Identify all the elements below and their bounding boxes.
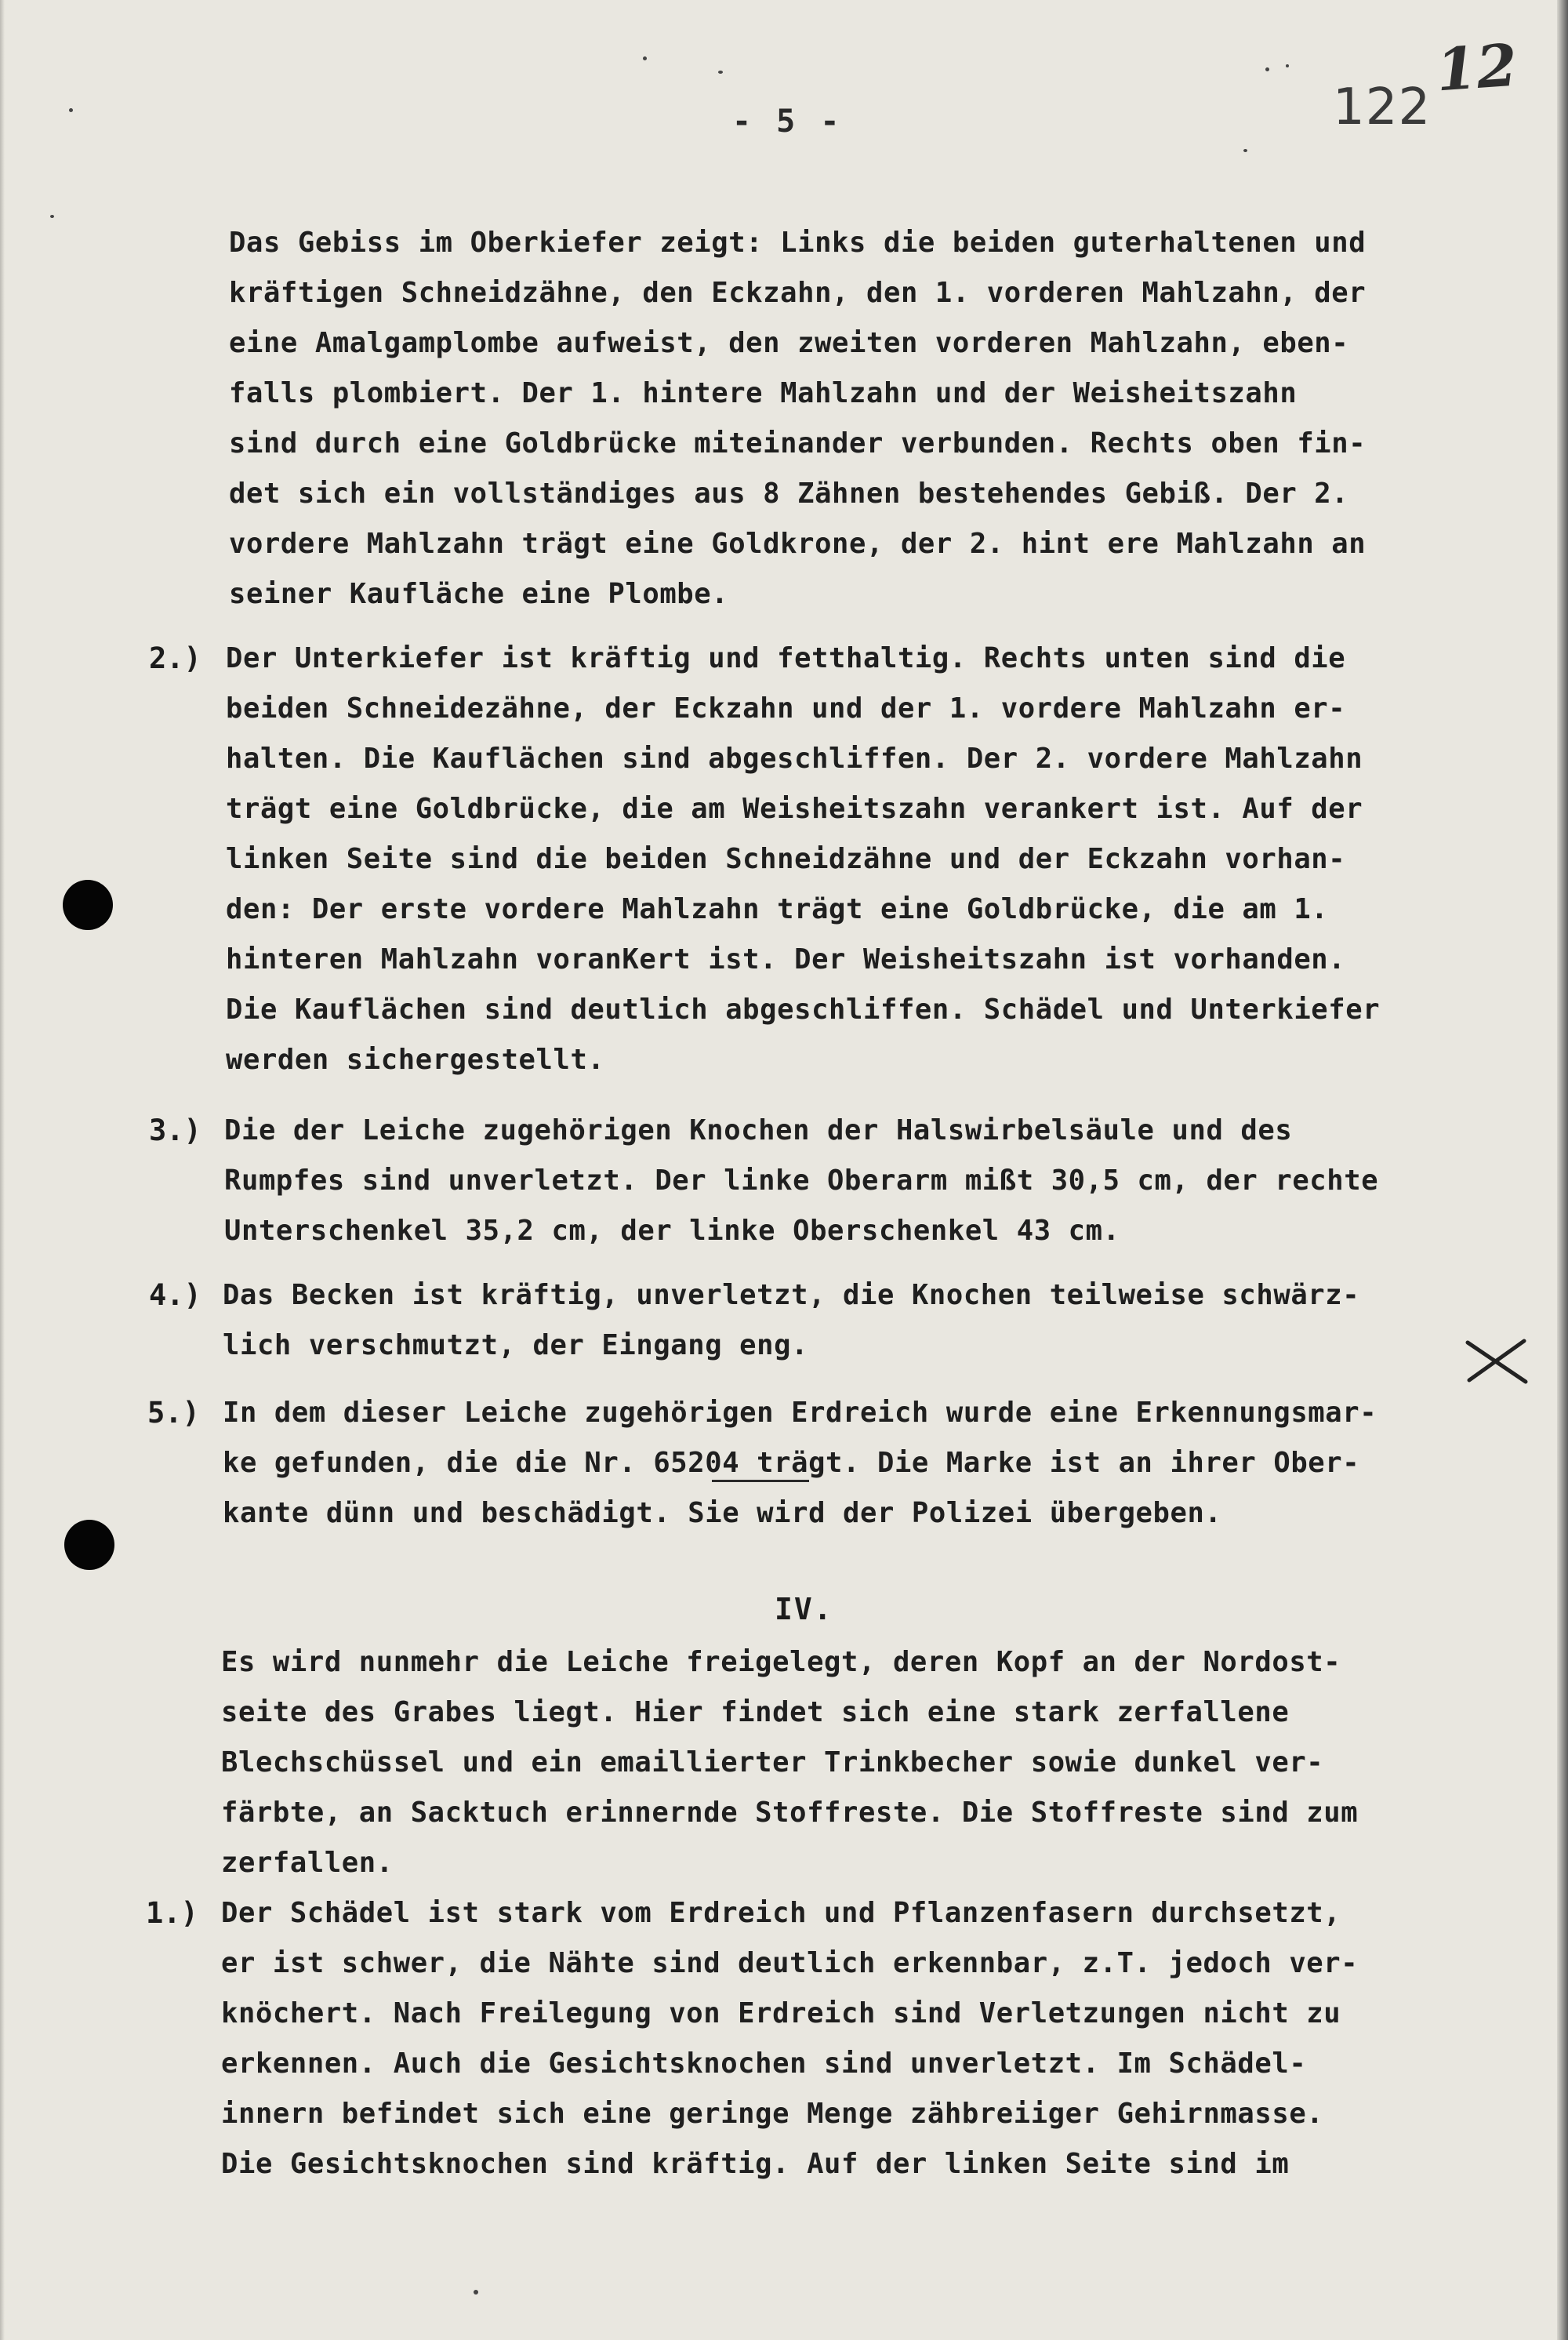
text-line: Es wird nunmehr die Leiche freigelegt, deren Kopf an der Nordost- [221, 1646, 1341, 1678]
speck [69, 108, 73, 112]
text-line: seite des Grabes liegt. Hier findet sich eine stark zerfallene [221, 1696, 1290, 1728]
text-line: lich verschmutzt, der Eingang eng. [223, 1329, 809, 1361]
text-line: vordere Mahlzahn trägt eine Goldkrone, der 2. hint ere Mahlzahn an [229, 528, 1367, 560]
item-number: 4.) [149, 1278, 201, 1312]
archive-number: 122 [1333, 78, 1432, 136]
section-heading: IV. [775, 1592, 833, 1626]
speck [1243, 149, 1247, 152]
text-line: beiden Schneidezähne, der Eckzahn und der 1. vordere Mahlzahn er- [226, 692, 1346, 725]
text-line: färbte, an Sacktuch erinnernde Stoffreste. Die Stoffreste sind zum [221, 1797, 1359, 1829]
text-line: kräftigen Schneidzähne, den Eckzahn, den 1. vorderen Mahlzahn, der [229, 277, 1367, 309]
text-line: Rumpfes sind unverletzt. Der linke Oberarm mißt 30,5 cm, der rechte [224, 1165, 1379, 1197]
text-line: Blechschüssel und ein emaillierter Trinkbecher sowie dunkel ver- [221, 1746, 1324, 1779]
text-line: erkennen. Auch die Gesichtsknochen sind unverletzt. Im Schädel- [221, 2048, 1307, 2080]
text-line: werden sichergestellt. [226, 1044, 605, 1076]
speck [1286, 64, 1289, 67]
item-number: 3.) [149, 1114, 201, 1147]
cross-mark-icon [1463, 1336, 1530, 1386]
text-line: hinteren Mahlzahn voranKert ist. Der Weisheitszahn ist vorhanden. [226, 943, 1346, 976]
punch-hole-bottom [64, 1520, 114, 1570]
text-line: knöchert. Nach Freilegung von Erdreich sind Verletzungen nicht zu [221, 1997, 1341, 2029]
text-line: halten. Die Kauflächen sind abgeschliffen. Der 2. vordere Mahlzahn [226, 743, 1363, 775]
item-number: 2.) [149, 641, 201, 675]
text-line: innern befindet sich eine geringe Menge zähbreiiger Gehirnmasse. [221, 2098, 1324, 2130]
text-line: linken Seite sind die beiden Schneidzähne und der Eckzahn vorhan- [226, 843, 1346, 875]
text-line: den: Der erste vordere Mahlzahn trägt eine Goldbrücke, die am 1. [226, 893, 1329, 925]
text-line: kante dünn und beschädigt. Sie wird der Polizei übergeben. [223, 1497, 1222, 1529]
number-underline [712, 1480, 809, 1482]
text-line: Die Gesichtsknochen sind kräftig. Auf der linken Seite sind im [221, 2148, 1290, 2180]
speck [50, 215, 54, 218]
speck [643, 56, 647, 60]
text-line: eine Amalgamplombe aufweist, den zweiten vorderen Mahlzahn, eben- [229, 327, 1349, 359]
text-line: seiner Kaufläche eine Plombe. [229, 578, 729, 610]
text-line: Das Gebiss im Oberkiefer zeigt: Links die beiden guterhaltenen und [229, 227, 1367, 259]
page-left-edge [0, 0, 5, 2340]
text-line: Der Schädel ist stark vom Erdreich und Pflanzenfasern durchsetzt, [221, 1897, 1341, 1929]
text-line: ke gefunden, die die Nr. 65204 trägt. Die Marke ist an ihrer Ober- [223, 1447, 1360, 1479]
speck [1265, 67, 1269, 71]
punch-hole-top [63, 880, 113, 930]
text-line: falls plombiert. Der 1. hintere Mahlzahn und der Weisheitszahn [229, 377, 1298, 409]
text-line: sind durch eine Goldbrücke miteinander verbunden. Rechts oben fin- [229, 427, 1367, 460]
text-line: Das Becken ist kräftig, unverletzt, die Knochen teilweise schwärz- [223, 1279, 1360, 1311]
text-line: Die der Leiche zugehörigen Knochen der Halswirbelsäule und des [224, 1114, 1293, 1146]
page-number: - 5 - [732, 104, 843, 140]
item-number: 5.) [147, 1396, 200, 1430]
text-line: In dem dieser Leiche zugehörigen Erdreich wurde eine Erkennungsmar- [223, 1397, 1377, 1429]
text-line: trägt eine Goldbrücke, die am Weisheitszahn verankert ist. Auf der [226, 793, 1363, 825]
item-number: 1.) [146, 1896, 198, 1930]
text-line: zerfallen. [221, 1847, 394, 1879]
page-right-edge [1557, 0, 1568, 2340]
speck [718, 71, 723, 74]
text-line: er ist schwer, die Nähte sind deutlich erkennbar, z.T. jedoch ver- [221, 1947, 1359, 1979]
text-line: det sich ein vollständiges aus 8 Zähnen bestehendes Gebiß. Der 2. [229, 478, 1349, 510]
text-line: Unterschenkel 35,2 cm, der linke Oberschenkel 43 cm. [224, 1215, 1120, 1247]
speck [474, 2290, 478, 2295]
handwritten-number: 12 [1434, 31, 1519, 105]
text-line: Die Kauflächen sind deutlich abgeschliffen. Schädel und Unterkiefer [226, 994, 1381, 1026]
text-line: Der Unterkiefer ist kräftig und fetthaltig. Rechts unten sind die [226, 642, 1346, 674]
